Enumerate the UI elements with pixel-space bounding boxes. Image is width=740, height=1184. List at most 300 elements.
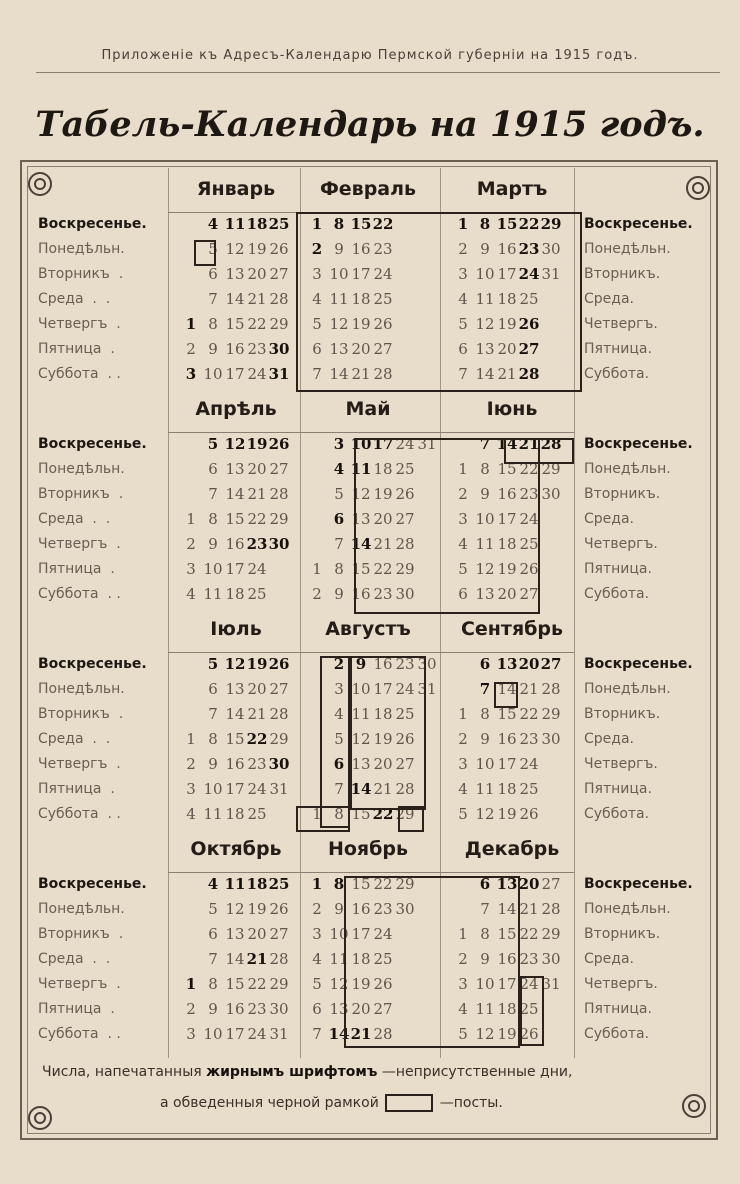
- day-number: 16: [225, 1000, 245, 1018]
- weekday-label-right: Воскресенье.: [584, 876, 693, 892]
- day-number: 7: [312, 1025, 322, 1043]
- day-number: 17: [351, 265, 371, 283]
- day-number: 4: [458, 780, 468, 798]
- day-number: 9: [480, 950, 490, 968]
- weekday-label: Среда . .: [38, 951, 111, 967]
- day-number: 10: [475, 265, 495, 283]
- day-number: 22: [519, 460, 539, 478]
- day-number: 15: [351, 560, 371, 578]
- day-number: 12: [224, 435, 246, 453]
- month-name: Октябрь: [190, 838, 282, 860]
- day-number: 26: [519, 560, 539, 578]
- fast-period-frame: [520, 976, 544, 1046]
- weekday-label-right: Среда.: [584, 511, 634, 527]
- day-number: 2: [186, 1000, 196, 1018]
- day-number: 17: [351, 925, 371, 943]
- day-number: 11: [475, 290, 495, 308]
- day-number: 24: [373, 925, 393, 943]
- day-number: 15: [497, 705, 517, 723]
- weekday-label: Пятница .: [38, 1001, 115, 1017]
- day-number: 1: [458, 460, 468, 478]
- weekday-label: Воскресенье.: [38, 656, 147, 672]
- weekday-label: Среда . .: [38, 291, 111, 307]
- day-number: 14: [225, 485, 245, 503]
- day-number: 28: [373, 1025, 393, 1043]
- day-number: 4: [458, 535, 468, 553]
- day-number: 18: [497, 780, 517, 798]
- day-number: 15: [496, 215, 518, 233]
- fast-frame-sample: [385, 1094, 433, 1112]
- day-number: 24: [395, 435, 415, 453]
- day-number: 13: [351, 510, 371, 528]
- weekday-label-right: Четвергъ.: [584, 316, 658, 332]
- day-number: 20: [497, 585, 517, 603]
- day-number: 28: [518, 365, 540, 383]
- day-number: 31: [541, 975, 561, 993]
- month-name: Іюль: [210, 618, 262, 640]
- day-number: 2: [186, 535, 196, 553]
- day-number: 16: [497, 240, 517, 258]
- day-number: 6: [208, 680, 218, 698]
- day-number: 8: [208, 975, 218, 993]
- supra-divider: [36, 72, 720, 73]
- day-number: 19: [246, 655, 268, 673]
- day-number: 23: [247, 1000, 267, 1018]
- day-number: 1: [185, 975, 197, 993]
- day-number: 26: [395, 485, 415, 503]
- day-number: 5: [208, 900, 218, 918]
- day-number: 22: [519, 925, 539, 943]
- weekday-label: Пятница .: [38, 561, 115, 577]
- month-name: Мартъ: [476, 178, 548, 200]
- day-number: 12: [224, 655, 246, 673]
- day-number: 7: [479, 435, 491, 453]
- day-number: 27: [269, 265, 289, 283]
- day-number: 3: [186, 780, 196, 798]
- day-number: 18: [225, 585, 245, 603]
- weekday-label-right: Пятница.: [584, 1001, 652, 1017]
- day-number: 6: [208, 925, 218, 943]
- day-number: 20: [247, 680, 267, 698]
- fast-period-frame: [296, 806, 350, 832]
- supra-title: Приложеніе къ Адресъ-Календарю Пермской губерніи на 1915 годъ.: [101, 48, 639, 63]
- day-number: 12: [351, 485, 371, 503]
- day-number: 19: [497, 315, 517, 333]
- day-number: 6: [479, 655, 491, 673]
- day-number: 16: [225, 340, 245, 358]
- day-number: 27: [269, 680, 289, 698]
- day-number: 30: [269, 1000, 289, 1018]
- day-number: 25: [519, 780, 539, 798]
- day-number: 11: [350, 460, 372, 478]
- day-number: 22: [518, 215, 540, 233]
- day-number: 31: [417, 435, 437, 453]
- day-number: 10: [203, 560, 223, 578]
- day-number: 4: [312, 950, 322, 968]
- day-number: 24: [247, 560, 267, 578]
- day-number: 10: [203, 365, 223, 383]
- legend-line-1: [42, 1064, 572, 1080]
- day-number: 6: [479, 875, 491, 893]
- day-number: 23: [373, 585, 393, 603]
- day-number: 31: [269, 780, 289, 798]
- corner-ornament-icon: [28, 1106, 52, 1130]
- day-number: 12: [475, 560, 495, 578]
- legend-line-2: [160, 1094, 503, 1112]
- day-number: 7: [458, 365, 468, 383]
- day-number: 4: [458, 290, 468, 308]
- day-number: 7: [334, 535, 344, 553]
- day-number: 9: [334, 240, 344, 258]
- day-number: 18: [351, 290, 371, 308]
- day-number: 9: [480, 730, 490, 748]
- day-number: 21: [518, 435, 540, 453]
- day-number: 21: [350, 1025, 372, 1043]
- day-number: 3: [185, 365, 197, 383]
- day-number: 17: [497, 975, 517, 993]
- day-number: 28: [269, 950, 289, 968]
- day-number: 30: [395, 900, 415, 918]
- month-name: Февраль: [319, 178, 417, 200]
- day-number: 4: [458, 1000, 468, 1018]
- day-number: 11: [203, 805, 223, 823]
- day-number: 13: [496, 655, 518, 673]
- day-number: 2: [186, 340, 196, 358]
- day-number: 29: [540, 215, 562, 233]
- day-number: 4: [186, 805, 196, 823]
- day-number: 13: [225, 265, 245, 283]
- day-number: 1: [312, 560, 322, 578]
- weekday-label-right: Воскресенье.: [584, 436, 693, 452]
- day-number: 1: [458, 925, 468, 943]
- month-name: Сентябрь: [460, 618, 564, 640]
- day-number: 13: [225, 925, 245, 943]
- day-number: 10: [475, 755, 495, 773]
- day-number: 16: [351, 240, 371, 258]
- day-number: 17: [373, 680, 393, 698]
- day-number: 26: [268, 435, 290, 453]
- day-number: 5: [334, 730, 344, 748]
- day-number: 1: [311, 875, 323, 893]
- day-number: 31: [541, 265, 561, 283]
- day-number: 21: [247, 485, 267, 503]
- day-number: 30: [541, 950, 561, 968]
- weekday-label: Четвергъ .: [38, 976, 121, 992]
- day-number: 23: [247, 755, 267, 773]
- day-number: 13: [475, 340, 495, 358]
- day-number: 28: [269, 485, 289, 503]
- day-number: 11: [475, 535, 495, 553]
- day-number: 29: [541, 925, 561, 943]
- weekday-label-right: Воскресенье.: [584, 216, 693, 232]
- day-number: 26: [373, 975, 393, 993]
- weekday-label: Понедѣльн.: [38, 681, 125, 697]
- day-number: 18: [246, 215, 268, 233]
- weekday-label-right: Вторникъ.: [584, 706, 661, 722]
- day-number: 19: [246, 435, 268, 453]
- weekday-label-right: Среда.: [584, 731, 634, 747]
- day-number: 2: [458, 240, 468, 258]
- corner-ornament-icon: [686, 176, 710, 200]
- month-name: Декабрь: [464, 838, 560, 860]
- legend-text: Числа, напечатанныя: [42, 1064, 202, 1080]
- day-number: 12: [475, 315, 495, 333]
- day-number: 5: [208, 240, 218, 258]
- day-number: 13: [329, 340, 349, 358]
- day-number: 6: [312, 340, 322, 358]
- day-number: 13: [496, 875, 518, 893]
- day-number: 22: [372, 215, 394, 233]
- day-number: 12: [225, 900, 245, 918]
- day-number: 8: [334, 805, 344, 823]
- legend-text: а обведенныя черной рамкой: [160, 1095, 379, 1111]
- day-number: 20: [247, 460, 267, 478]
- day-number: 12: [329, 975, 349, 993]
- day-number: 8: [479, 215, 491, 233]
- day-number: 3: [458, 975, 468, 993]
- day-number: 15: [497, 925, 517, 943]
- day-number: 26: [268, 655, 290, 673]
- day-number: 20: [497, 340, 517, 358]
- month-name: Январь: [196, 178, 276, 200]
- weekday-label-right: Среда.: [584, 951, 634, 967]
- day-number: 12: [475, 805, 495, 823]
- weekday-label: Воскресенье.: [38, 216, 147, 232]
- day-number: 15: [351, 805, 371, 823]
- day-number: 8: [208, 730, 218, 748]
- weekday-label: Суббота . .: [38, 806, 121, 822]
- day-number: 21: [519, 680, 539, 698]
- month-name: Май: [345, 398, 391, 420]
- day-number: 27: [373, 1000, 393, 1018]
- day-number: 6: [333, 755, 345, 773]
- day-number: 19: [247, 240, 267, 258]
- day-number: 16: [225, 535, 245, 553]
- day-number: 3: [186, 1025, 196, 1043]
- month-header-rule: [168, 872, 574, 873]
- day-number: 8: [208, 510, 218, 528]
- day-number: 23: [246, 535, 268, 553]
- day-number: 25: [373, 950, 393, 968]
- day-number: 22: [246, 730, 268, 748]
- day-number: 21: [247, 290, 267, 308]
- day-number: 26: [518, 315, 540, 333]
- day-number: 25: [373, 290, 393, 308]
- weekday-label-right: Суббота.: [584, 366, 650, 382]
- day-number: 11: [329, 950, 349, 968]
- day-number: 31: [417, 680, 437, 698]
- day-number: 3: [312, 925, 322, 943]
- day-number: 6: [458, 585, 468, 603]
- day-number: 14: [497, 900, 517, 918]
- day-number: 2: [312, 900, 322, 918]
- day-number: 1: [186, 510, 196, 528]
- day-number: 18: [351, 950, 371, 968]
- day-number: 17: [497, 510, 517, 528]
- day-number: 18: [497, 290, 517, 308]
- day-number: 23: [373, 240, 393, 258]
- day-number: 24: [519, 975, 539, 993]
- day-number: 20: [247, 925, 267, 943]
- day-number: 25: [268, 215, 290, 233]
- weekday-label-right: Понедѣльн.: [584, 681, 671, 697]
- day-number: 17: [225, 365, 245, 383]
- day-number: 7: [312, 365, 322, 383]
- weekday-label: Вторникъ .: [38, 266, 124, 282]
- day-number: 1: [458, 705, 468, 723]
- day-number: 11: [203, 585, 223, 603]
- weekday-label-right: Суббота.: [584, 1026, 650, 1042]
- day-number: 2: [312, 585, 322, 603]
- day-number: 17: [497, 265, 517, 283]
- weekday-label-right: Понедѣльн.: [584, 461, 671, 477]
- day-number: 11: [224, 875, 246, 893]
- day-number: 10: [351, 680, 371, 698]
- day-number: 19: [351, 975, 371, 993]
- day-number: 6: [208, 265, 218, 283]
- day-number: 29: [269, 730, 289, 748]
- day-number: 17: [497, 755, 517, 773]
- day-number: 24: [519, 510, 539, 528]
- day-number: 15: [225, 975, 245, 993]
- weekday-label: Суббота . .: [38, 366, 121, 382]
- day-number: 29: [541, 705, 561, 723]
- day-number: 4: [186, 585, 196, 603]
- day-number: 5: [458, 560, 468, 578]
- day-number: 14: [225, 705, 245, 723]
- day-number: 29: [395, 560, 415, 578]
- day-number: 27: [269, 460, 289, 478]
- day-number: 2: [458, 730, 468, 748]
- day-number: 10: [329, 265, 349, 283]
- day-number: 11: [475, 1000, 495, 1018]
- day-number: 30: [395, 585, 415, 603]
- day-number: 18: [246, 875, 268, 893]
- day-number: 31: [269, 1025, 289, 1043]
- fast-period-frame: [320, 656, 350, 828]
- day-number: 21: [373, 780, 393, 798]
- weekday-label-right: Пятница.: [584, 781, 652, 797]
- day-number: 7: [208, 705, 218, 723]
- day-number: 14: [475, 365, 495, 383]
- day-number: 6: [458, 340, 468, 358]
- day-number: 2: [311, 240, 323, 258]
- day-number: 26: [395, 730, 415, 748]
- day-number: 1: [186, 730, 196, 748]
- day-number: 26: [519, 805, 539, 823]
- day-number: 6: [312, 1000, 322, 1018]
- day-number: 17: [225, 560, 245, 578]
- fast-period-frame: [494, 682, 518, 708]
- day-number: 2: [333, 655, 345, 673]
- day-number: 28: [541, 900, 561, 918]
- month-name: Ноябрь: [327, 838, 409, 860]
- day-number: 22: [373, 875, 393, 893]
- column-divider: [168, 168, 169, 1058]
- day-number: 22: [247, 510, 267, 528]
- day-number: 13: [329, 1000, 349, 1018]
- day-number: 23: [247, 340, 267, 358]
- day-number: 8: [208, 315, 218, 333]
- day-number: 18: [497, 535, 517, 553]
- day-number: 14: [497, 680, 517, 698]
- fast-period-frame: [398, 806, 424, 832]
- day-number: 27: [395, 755, 415, 773]
- day-number: 30: [541, 730, 561, 748]
- fast-period-frame: [194, 240, 216, 266]
- day-number: 14: [329, 365, 349, 383]
- day-number: 8: [334, 560, 344, 578]
- day-number: 20: [351, 1000, 371, 1018]
- day-number: 16: [373, 655, 393, 673]
- day-number: 20: [518, 875, 540, 893]
- day-number: 13: [225, 460, 245, 478]
- day-number: 9: [208, 1000, 218, 1018]
- day-number: 8: [333, 215, 345, 233]
- day-number: 1: [311, 215, 323, 233]
- day-number: 28: [540, 435, 562, 453]
- day-number: 12: [475, 1025, 495, 1043]
- day-number: 21: [247, 705, 267, 723]
- day-number: 25: [247, 805, 267, 823]
- day-number: 15: [225, 510, 245, 528]
- day-number: 30: [541, 485, 561, 503]
- day-number: 8: [333, 875, 345, 893]
- day-number: 28: [395, 780, 415, 798]
- day-number: 9: [334, 900, 344, 918]
- day-number: 19: [497, 805, 517, 823]
- day-number: 19: [247, 900, 267, 918]
- day-number: 20: [351, 340, 371, 358]
- day-number: 7: [334, 780, 344, 798]
- fast-period-frame: [504, 438, 574, 464]
- day-number: 28: [269, 705, 289, 723]
- day-number: 9: [355, 655, 367, 673]
- corner-ornament-icon: [28, 172, 52, 196]
- weekday-label: Понедѣльн.: [38, 461, 125, 477]
- day-number: 27: [518, 340, 540, 358]
- day-number: 1: [185, 315, 197, 333]
- day-number: 9: [480, 485, 490, 503]
- day-number: 21: [351, 365, 371, 383]
- day-number: 3: [458, 510, 468, 528]
- weekday-label: Понедѣльн.: [38, 901, 125, 917]
- day-number: 3: [458, 755, 468, 773]
- day-number: 14: [328, 1025, 350, 1043]
- day-number: 13: [351, 755, 371, 773]
- day-number: 25: [519, 535, 539, 553]
- day-number: 4: [312, 290, 322, 308]
- day-number: 5: [458, 315, 468, 333]
- weekday-label: Четвергъ .: [38, 316, 121, 332]
- day-number: 23: [519, 730, 539, 748]
- weekday-label: Понедѣльн.: [38, 241, 125, 257]
- weekday-label: Вторникъ .: [38, 486, 124, 502]
- day-number: 10: [203, 1025, 223, 1043]
- day-number: 28: [269, 290, 289, 308]
- weekday-label-right: Четвергъ.: [584, 756, 658, 772]
- day-number: 10: [329, 925, 349, 943]
- day-number: 19: [497, 560, 517, 578]
- day-number: 25: [247, 585, 267, 603]
- day-number: 3: [312, 265, 322, 283]
- day-number: 4: [207, 215, 219, 233]
- day-number: 5: [207, 435, 219, 453]
- corner-ornament-icon: [682, 1094, 706, 1118]
- day-number: 18: [373, 460, 393, 478]
- day-number: 21: [497, 365, 517, 383]
- day-number: 15: [497, 460, 517, 478]
